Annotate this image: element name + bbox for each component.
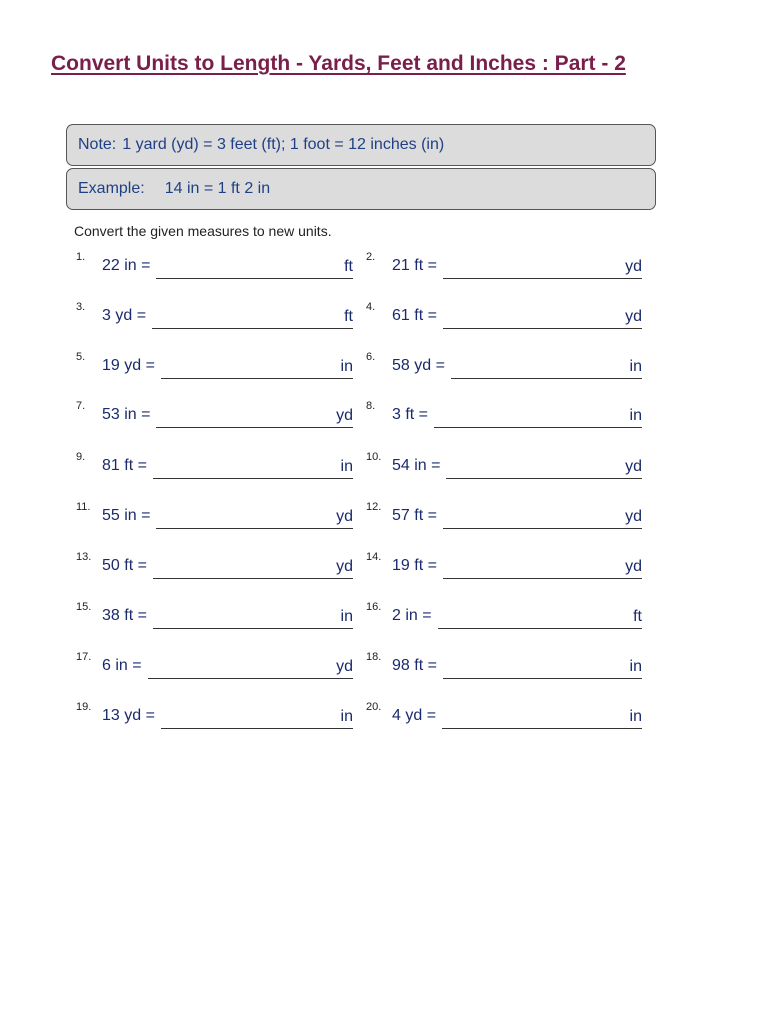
problem-row bbox=[0, 499, 768, 529]
problem-row bbox=[0, 549, 768, 579]
problem-number: 12. bbox=[366, 501, 382, 513]
problem-item bbox=[76, 449, 353, 479]
target-unit: yd bbox=[625, 258, 642, 275]
problem-expression: 3 yd = bbox=[102, 307, 147, 324]
target-unit: ft bbox=[344, 258, 353, 275]
answer-blank[interactable] bbox=[153, 456, 353, 479]
answer-blank[interactable] bbox=[148, 656, 353, 679]
problem-expression: 4 yd = bbox=[392, 707, 437, 724]
problem-number: 6. bbox=[366, 351, 376, 363]
instructions: Convert the given measures to new units. bbox=[74, 223, 332, 239]
target-unit: in bbox=[629, 658, 642, 675]
answer-blank[interactable] bbox=[443, 306, 642, 329]
answer-blank[interactable] bbox=[152, 306, 353, 329]
answer-blank[interactable] bbox=[443, 656, 642, 679]
example-text: 14 in = 1 ft 2 in bbox=[164, 180, 271, 197]
problem-number: 11. bbox=[76, 501, 91, 513]
problem-expression: 3 ft = bbox=[392, 406, 429, 423]
answer-blank[interactable] bbox=[434, 405, 642, 428]
problem-expression: 19 ft = bbox=[392, 557, 437, 574]
problem-item bbox=[76, 249, 353, 279]
problem-row bbox=[0, 349, 768, 379]
problem-expression: 81 ft = bbox=[102, 457, 147, 474]
problem-item bbox=[76, 299, 353, 329]
answer-blank[interactable] bbox=[156, 256, 353, 279]
note-text: 1 yard (yd) = 3 feet (ft); 1 foot = 12 inches (in) bbox=[122, 136, 445, 153]
answer-blank[interactable] bbox=[161, 706, 353, 729]
problem-number: 20. bbox=[366, 701, 382, 713]
problem-number: 15. bbox=[76, 601, 92, 613]
target-unit: yd bbox=[336, 558, 353, 575]
problem-expression: 53 in = bbox=[102, 406, 151, 423]
problem-row bbox=[0, 249, 768, 279]
answer-blank[interactable] bbox=[451, 356, 642, 379]
problem-item bbox=[366, 398, 642, 428]
problem-row bbox=[0, 599, 768, 629]
problem-row bbox=[0, 649, 768, 679]
problem-expression: 54 in = bbox=[392, 457, 441, 474]
problem-item bbox=[76, 398, 353, 428]
target-unit: yd bbox=[625, 508, 642, 525]
problem-number: 3. bbox=[76, 301, 86, 313]
problem-row bbox=[0, 449, 768, 479]
problem-item bbox=[366, 299, 642, 329]
problem-expression: 19 yd = bbox=[102, 357, 155, 374]
problem-row bbox=[0, 699, 768, 729]
problem-expression: 57 ft = bbox=[392, 507, 437, 524]
problem-expression: 13 yd = bbox=[102, 707, 155, 724]
problem-number: 7. bbox=[76, 400, 86, 412]
problem-item bbox=[366, 349, 642, 379]
problem-number: 16. bbox=[366, 601, 382, 613]
target-unit: yd bbox=[625, 308, 642, 325]
answer-blank[interactable] bbox=[442, 706, 642, 729]
problem-expression: 50 ft = bbox=[102, 557, 147, 574]
problem-item bbox=[76, 549, 353, 579]
problem-number: 14. bbox=[366, 551, 382, 563]
target-unit: yd bbox=[625, 558, 642, 575]
problem-number: 1. bbox=[76, 251, 86, 263]
note-box bbox=[66, 124, 656, 166]
problem-item bbox=[366, 449, 642, 479]
target-unit: yd bbox=[625, 458, 642, 475]
problem-number: 4. bbox=[366, 301, 376, 313]
target-unit: in bbox=[629, 407, 642, 424]
problem-number: 9. bbox=[76, 451, 86, 463]
problem-item bbox=[76, 499, 353, 529]
problem-expression: 21 ft = bbox=[392, 257, 437, 274]
target-unit: yd bbox=[336, 658, 353, 675]
problem-expression: 55 in = bbox=[102, 507, 151, 524]
problem-expression: 98 ft = bbox=[392, 657, 437, 674]
problem-item bbox=[366, 549, 642, 579]
problem-number: 5. bbox=[76, 351, 86, 363]
answer-blank[interactable] bbox=[156, 405, 353, 428]
problem-expression: 58 yd = bbox=[392, 357, 445, 374]
problem-expression: 61 ft = bbox=[392, 307, 437, 324]
problem-number: 10. bbox=[366, 451, 382, 463]
problem-item bbox=[76, 649, 353, 679]
problem-number: 2. bbox=[366, 251, 376, 263]
target-unit: yd bbox=[336, 508, 353, 525]
target-unit: ft bbox=[633, 608, 642, 625]
problem-number: 8. bbox=[366, 400, 376, 412]
problem-item bbox=[366, 649, 642, 679]
problem-item bbox=[366, 599, 642, 629]
answer-blank[interactable] bbox=[156, 506, 353, 529]
problem-item bbox=[366, 699, 642, 729]
problem-item bbox=[76, 599, 353, 629]
answer-blank[interactable] bbox=[161, 356, 353, 379]
target-unit: yd bbox=[336, 407, 353, 424]
answer-blank[interactable] bbox=[443, 506, 642, 529]
problem-expression: 38 ft = bbox=[102, 607, 147, 624]
target-unit: in bbox=[340, 608, 353, 625]
target-unit: ft bbox=[344, 308, 353, 325]
answer-blank[interactable] bbox=[153, 606, 353, 629]
answer-blank[interactable] bbox=[153, 556, 353, 579]
answer-blank[interactable] bbox=[443, 256, 642, 279]
problem-expression: 2 in = bbox=[392, 607, 432, 624]
target-unit: in bbox=[340, 458, 353, 475]
page-title: Convert Units to Length - Yards, Feet and Inches : Part - 2 bbox=[51, 52, 626, 75]
problem-expression: 6 in = bbox=[102, 657, 142, 674]
target-unit: in bbox=[629, 358, 642, 375]
example-box bbox=[66, 168, 656, 210]
problem-item bbox=[76, 349, 353, 379]
target-unit: in bbox=[340, 708, 353, 725]
problem-number: 18. bbox=[366, 651, 382, 663]
target-unit: in bbox=[340, 358, 353, 375]
note-label: Note: bbox=[78, 136, 117, 153]
problem-row bbox=[0, 398, 768, 428]
answer-blank[interactable] bbox=[443, 556, 642, 579]
answer-blank[interactable] bbox=[438, 606, 642, 629]
problem-expression: 22 in = bbox=[102, 257, 151, 274]
problem-number: 17. bbox=[76, 651, 92, 663]
problem-item bbox=[366, 499, 642, 529]
example-label: Example: bbox=[78, 180, 145, 197]
problem-number: 13. bbox=[76, 551, 92, 563]
problem-row bbox=[0, 299, 768, 329]
problem-number: 19. bbox=[76, 701, 92, 713]
problem-item bbox=[366, 249, 642, 279]
problem-item bbox=[76, 699, 353, 729]
target-unit: in bbox=[629, 708, 642, 725]
answer-blank[interactable] bbox=[446, 456, 642, 479]
